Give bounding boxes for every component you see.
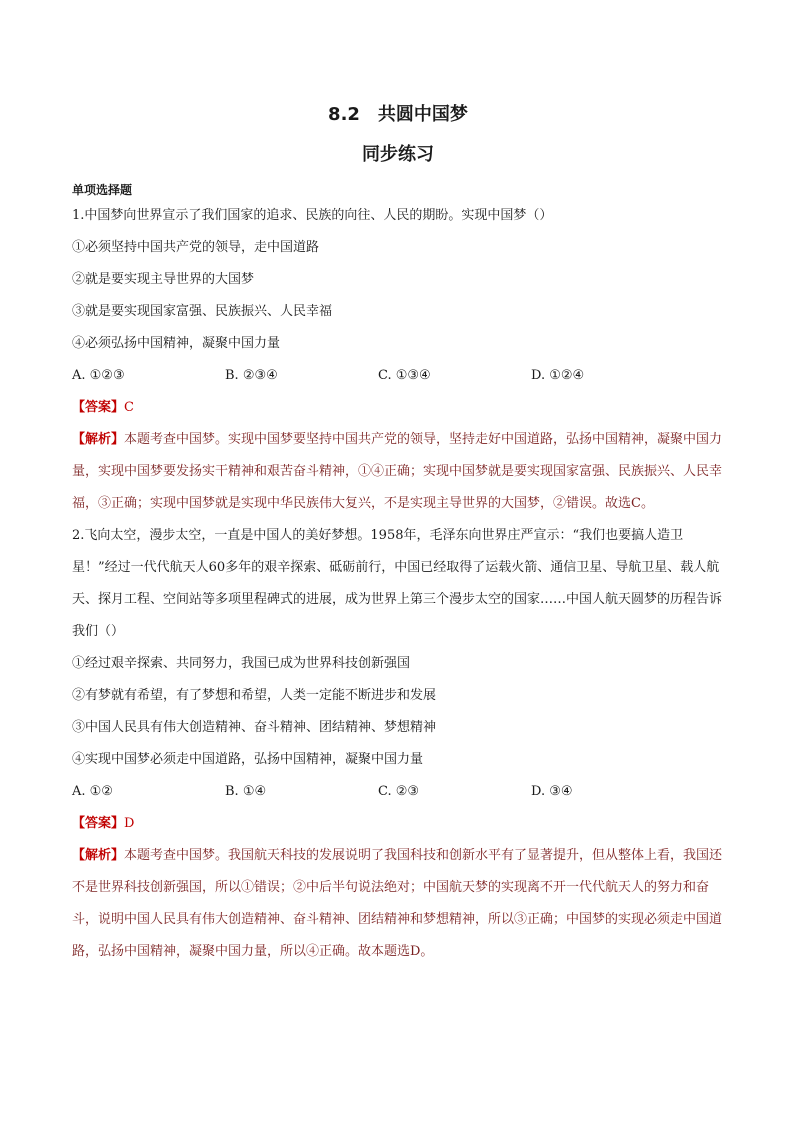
- answer-value: D: [124, 816, 135, 831]
- section-heading: 单项选择题: [72, 183, 133, 197]
- answer-label: 【答案】: [72, 816, 125, 831]
- answer-label: 【答案】: [72, 400, 125, 415]
- question-2-item: ③中国人民具有伟大创造精神、奋斗精神、团结精神、梦想精神: [72, 720, 437, 735]
- option-c: C. ②③: [378, 784, 420, 799]
- question-2-answer: [72, 808, 724, 840]
- question-1-answer: [72, 392, 724, 424]
- question-1-item: ②就是要实现主导世界的大国梦: [72, 272, 255, 287]
- option-a: A. ①②: [72, 784, 113, 799]
- question-2-options: [72, 776, 724, 808]
- option-a: A. ①②③: [72, 368, 125, 383]
- answer-value: C: [124, 400, 134, 415]
- question-2-stem: 2.飞向太空，漫步太空，一直是中国人的美好梦想。1958年，毛泽东向世界庄严宣示：“我们也要搞人造卫星！”经过一代代航天人60多年的艰辛探索、砥砺前行，中国已经取得了运载火箭、通信卫星、导航卫星、载人航天、探月工程、空间站等多项里程碑式的进展，成为世界上第三个漫步太空的国家……中国人航天圆梦的历程告诉我们（）: [72, 528, 723, 639]
- option-b: B. ①④: [225, 784, 267, 799]
- question-1-item: ③就是要实现国家富强、民族振兴、人民幸福: [72, 304, 333, 319]
- question-1-item: ①必须坚持中国共产党的领导，走中国道路: [72, 240, 320, 255]
- page-title: 8.2 共圆中国梦: [328, 104, 468, 125]
- option-c: C. ①③④: [378, 368, 431, 383]
- question-1-item: ④必须弘扬中国精神，凝聚中国力量: [72, 336, 281, 351]
- option-b: B. ②③④: [225, 368, 278, 383]
- page-subtitle: 同步练习: [362, 144, 434, 165]
- question-1-stem: 1.中国梦向世界宣示了我们国家的追求、民族的向往、人民的期盼。实现中国梦（）: [72, 208, 553, 223]
- question-2-item: ②有梦就有希望，有了梦想和希望，人类一定能不断进步和发展: [72, 688, 437, 703]
- question-1-explanation: [72, 424, 724, 520]
- explanation-label: 【解析】: [72, 848, 125, 863]
- explanation-text: 本题考查中国梦。我国航天科技的发展说明了我国科技和创新水平有了显著提升，但从整体上看，我国还不是世界科技创新强国，所以①错误；②中后半句说法绝对；中国航天梦的实现离不开一代代航天人的努力和奋斗，说明中国人民具有伟大创造精神、奋斗精神、团结精神和梦想精神，所以③正确；中国梦的实现必须走中国道路，弘扬中国精神，凝聚中国力量，所以④正确。故本题选D。: [72, 848, 723, 959]
- option-d: D. ③④: [531, 784, 573, 799]
- question-2-item: ①经过艰辛探索、共同努力，我国已成为世界科技创新强国: [72, 656, 411, 671]
- question-1-options: [72, 360, 724, 392]
- question-2-item: ④实现中国梦必须走中国道路，弘扬中国精神，凝聚中国力量: [72, 752, 424, 767]
- question-2-explanation: [72, 840, 724, 968]
- explanation-label: 【解析】: [72, 432, 125, 447]
- option-d: D. ①②④: [531, 368, 585, 383]
- explanation-text: 本题考查中国梦。实现中国梦要坚持中国共产党的领导，坚持走好中国道路，弘扬中国精神，凝聚中国力量，实现中国梦要发扬实干精神和艰苦奋斗精神，①④正确；实现中国梦就是要实现国家富强、民族振兴、人民幸福，③正确；实现中国梦就是实现中华民族伟大复兴，不是实现主导世界的大国梦，②错误。故选C。: [72, 432, 723, 511]
- document-page: [72, 100, 724, 968]
